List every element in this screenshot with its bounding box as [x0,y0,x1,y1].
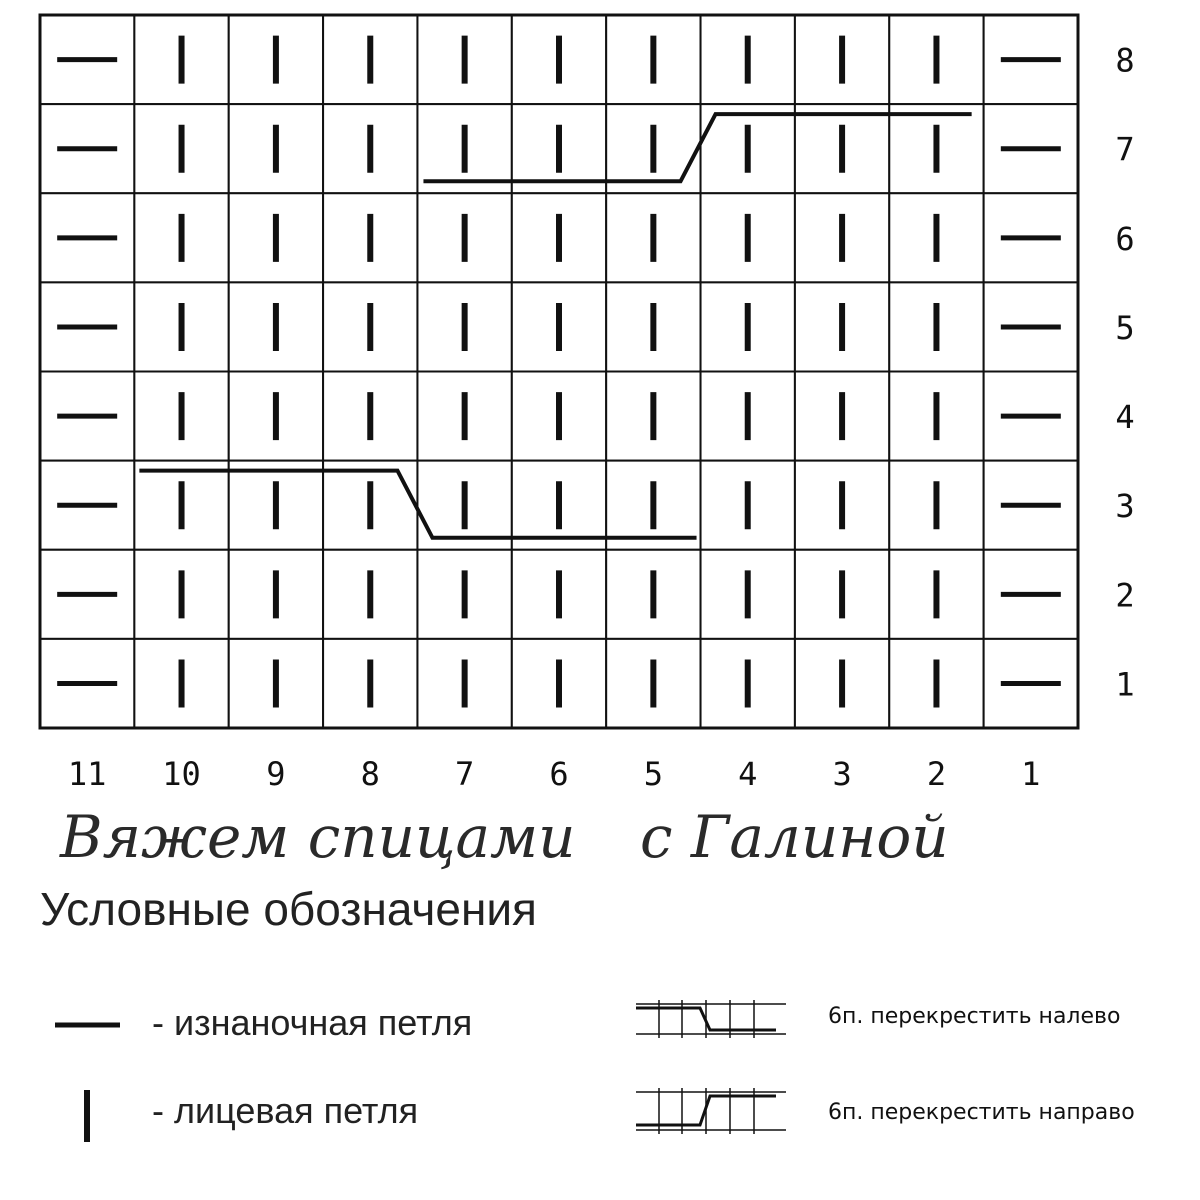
legend-title: Условные обозначения [40,883,537,935]
column-number: 2 [926,755,947,793]
column-number: 5 [643,755,663,793]
column-number: 6 [549,755,569,793]
cross-left-symbol [636,1000,786,1038]
column-number: 3 [832,755,852,793]
row-number: 6 [1115,219,1135,258]
watermark-line2: с Галиной [640,803,949,871]
row-number: 7 [1115,130,1135,169]
cross-right-symbol [636,1088,786,1134]
row-number: 3 [1115,487,1135,526]
column-number: 10 [162,755,201,793]
watermark-line1: Вяжем спицами [60,803,576,871]
column-number: 7 [455,755,475,793]
legend-purl-label: - изнаночная петля [152,1002,473,1043]
row-number: 2 [1115,576,1135,615]
column-number: 9 [266,755,286,793]
column-number: 11 [67,755,107,793]
legend-cross-right-label: 6п. перекрестить направо [828,1100,1135,1125]
row-number: 8 [1115,41,1135,80]
legend-cross-left-label: 6п. перекрестить налево [828,1004,1121,1029]
column-number: 1 [1021,755,1041,793]
column-number: 8 [360,755,380,793]
row-number: 4 [1115,398,1135,437]
column-number: 4 [738,755,758,793]
row-number: 1 [1115,665,1135,704]
legend-knit-label: - лицевая петля [152,1090,419,1131]
row-number: 5 [1115,308,1135,347]
